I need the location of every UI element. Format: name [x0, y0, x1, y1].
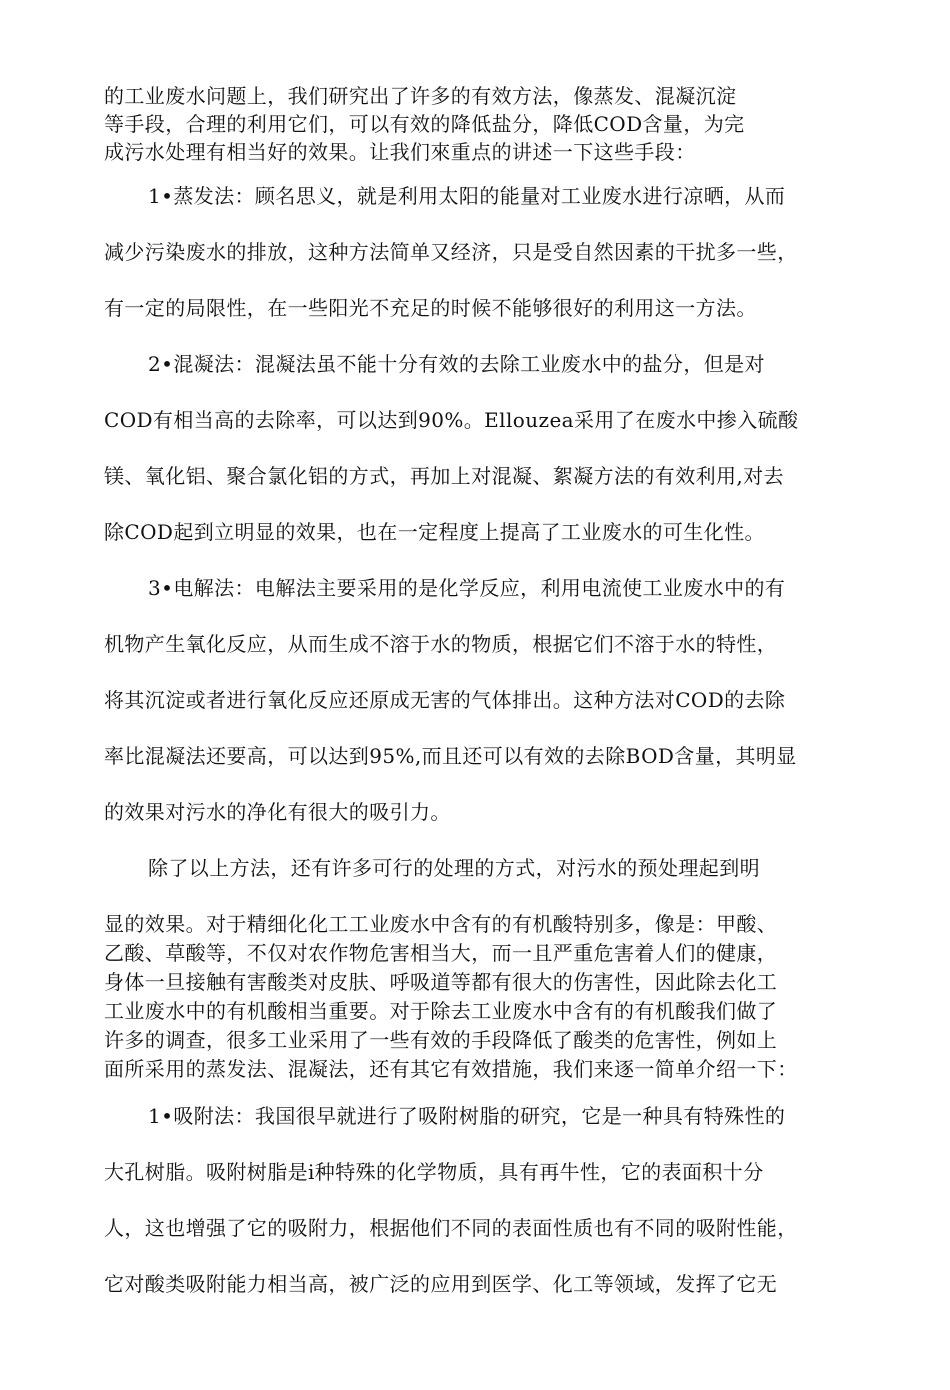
text-line: 3•电解法：电解法主要采用的是化学反应，利用电流使工业废水中的有	[148, 576, 786, 600]
text-line: 的效果对污水的净化有很大的吸引力。	[104, 800, 451, 824]
text-line: 的工业废水问题上，我们研究出了许多的有效方法，像蒸发、混凝沉淀	[104, 84, 737, 108]
text-line: 率比混凝法还要高，可以达到95%,而且还可以有效的去除BOD含量，其明显	[104, 744, 797, 768]
text-line: 减少污染废水的排放，这种方法简单又经济，只是受自然因素的干扰多一些，	[104, 240, 798, 264]
text-line: 1•吸附法：我国很早就进行了吸附树脂的研究，它是一种具有特殊性的	[148, 1104, 786, 1128]
text-line: 等手段，合理的利用它们，可以有效的降低盐分，降低COD含量，为完	[104, 112, 745, 136]
text-line: 成污水处理有相当好的效果。让我们來重点的讲述一下这些手段：	[104, 140, 696, 164]
text-line: 机物产生氧化反应，从而生成不溶于水的物质，根据它们不溶于水的特性，	[104, 632, 778, 656]
text-line: 2•混凝法：混凝法虽不能十分有效的去除工业废水中的盐分，但是对	[148, 352, 765, 376]
text-line: 有一定的局限性，在一些阳光不充足的时候不能够很好的利用这一方法。	[104, 296, 757, 320]
text-line: 面所采用的蒸发法、混凝法，还有其它有效措施，我们来逐一简单介绍一下：	[104, 1057, 798, 1081]
text-line: 除了以上方法，还有许多可行的处理的方式，对污水的预处理起到明	[148, 856, 760, 880]
text-line: 人，这也增强了它的吸附力，根据他们不同的表面性质也有不同的吸附性能，	[104, 1216, 798, 1240]
text-line: 大孔树脂。吸附树脂是i种特殊的化学物质，具有再牛性，它的表面积十分	[104, 1160, 764, 1184]
text-line: 1•蒸发法：顾名思义，就是利用太阳的能量对工业废水进行凉晒，从而	[148, 184, 786, 208]
text-line: 它对酸类吸附能力相当高，被广泛的应用到医学、化工等领域，发挥了它无	[104, 1272, 778, 1296]
text-line: 乙酸、草酸等，不仅对农作物危害相当大，而一且严重危害着人们的健康，	[104, 941, 778, 965]
text-line: 将其沉淀或者进行氧化反应还原成无害的气体排出。这种方法对COD的去除	[104, 688, 786, 712]
text-line: 身体一旦接触有害酸类对皮肤、呼吸道等都有很大的伤害性，因此除去化工	[104, 970, 778, 994]
text-line: COD有相当高的去除率，可以达到90%。Ellouzea采用了在废水中掺入硫酸	[104, 408, 799, 432]
text-line: 显的效果。对于精细化化工工业废水中含有的有机酸特别多，像是：甲酸、	[104, 912, 778, 936]
text-line: 除COD起到立明显的效果，也在一定程度上提高了工业废水的可生化性。	[104, 520, 765, 544]
text-line: 许多的调查，很多工业采用了一些有效的手段降低了酸类的危害性，例如上	[104, 1028, 778, 1052]
text-line: 镁、氧化铝、聚合氯化铝的方式，再加上对混凝、絮凝方法的有效利用,对去	[104, 464, 784, 488]
text-line: 工业废水中的有机酸相当重要。对于除去工业废水中含有的有机酸我们做了	[104, 999, 778, 1023]
